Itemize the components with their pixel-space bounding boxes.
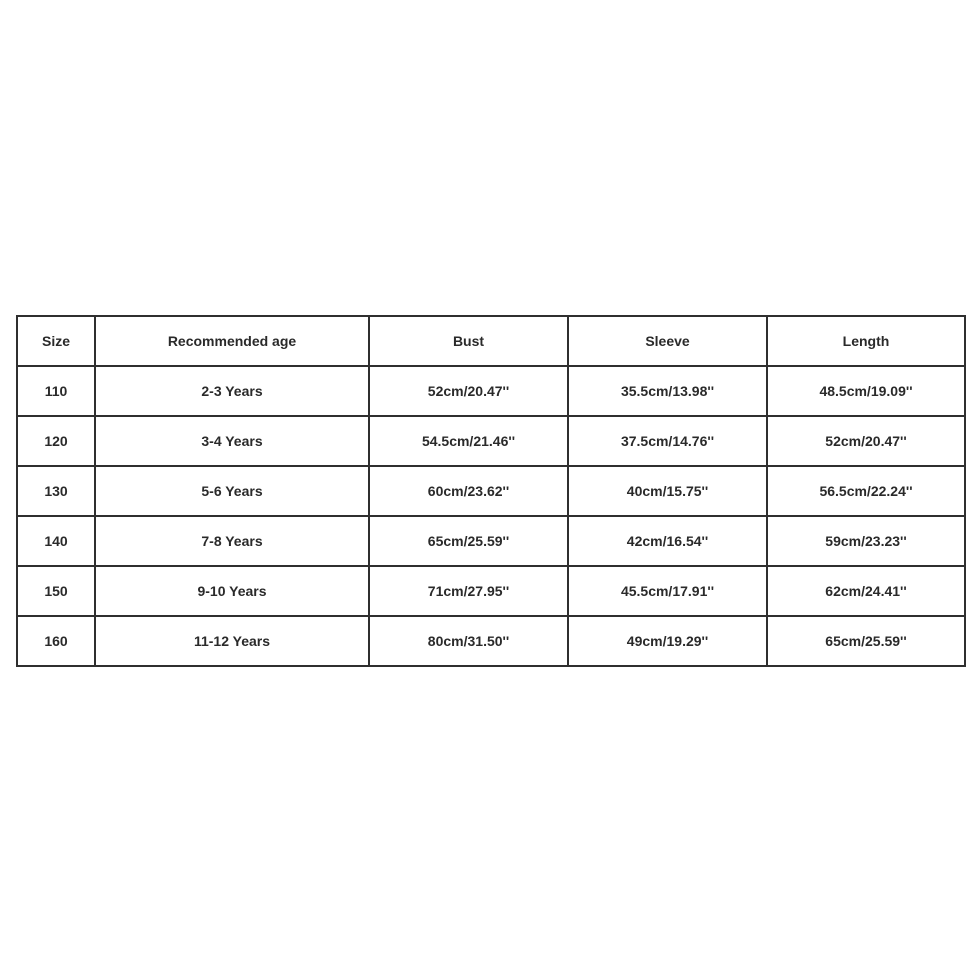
cell-recommended-age: 2-3 Years [95,366,369,416]
cell-length: 65cm/25.59'' [767,616,965,666]
header-sleeve: Sleeve [568,316,767,366]
cell-length: 48.5cm/19.09'' [767,366,965,416]
table-row [17,516,965,566]
header-recommended-age: Recommended age [95,316,369,366]
cell-recommended-age: 3-4 Years [95,416,369,466]
cell-bust: 71cm/27.95'' [369,566,568,616]
table-row [17,366,965,416]
cell-size: 160 [17,616,95,666]
cell-recommended-age: 9-10 Years [95,566,369,616]
header-row [17,316,965,366]
table-row [17,466,965,516]
header-length: Length [767,316,965,366]
cell-bust: 80cm/31.50'' [369,616,568,666]
cell-bust: 65cm/25.59'' [369,516,568,566]
header-size: Size [17,316,95,366]
header-bust: Bust [369,316,568,366]
table-header [17,316,965,366]
cell-sleeve: 37.5cm/14.76'' [568,416,767,466]
cell-size: 150 [17,566,95,616]
cell-recommended-age: 7-8 Years [95,516,369,566]
cell-recommended-age: 5-6 Years [95,466,369,516]
cell-recommended-age: 11-12 Years [95,616,369,666]
cell-bust: 52cm/20.47'' [369,366,568,416]
size-chart-table [16,315,966,667]
table-row [17,416,965,466]
cell-length: 62cm/24.41'' [767,566,965,616]
cell-sleeve: 40cm/15.75'' [568,466,767,516]
cell-length: 59cm/23.23'' [767,516,965,566]
cell-size: 120 [17,416,95,466]
cell-size: 110 [17,366,95,416]
cell-sleeve: 49cm/19.29'' [568,616,767,666]
table-body [17,366,965,666]
cell-size: 130 [17,466,95,516]
cell-bust: 60cm/23.62'' [369,466,568,516]
table-row [17,616,965,666]
table-row [17,566,965,616]
cell-sleeve: 35.5cm/13.98'' [568,366,767,416]
cell-size: 140 [17,516,95,566]
cell-length: 56.5cm/22.24'' [767,466,965,516]
cell-sleeve: 45.5cm/17.91'' [568,566,767,616]
cell-bust: 54.5cm/21.46'' [369,416,568,466]
cell-sleeve: 42cm/16.54'' [568,516,767,566]
cell-length: 52cm/20.47'' [767,416,965,466]
